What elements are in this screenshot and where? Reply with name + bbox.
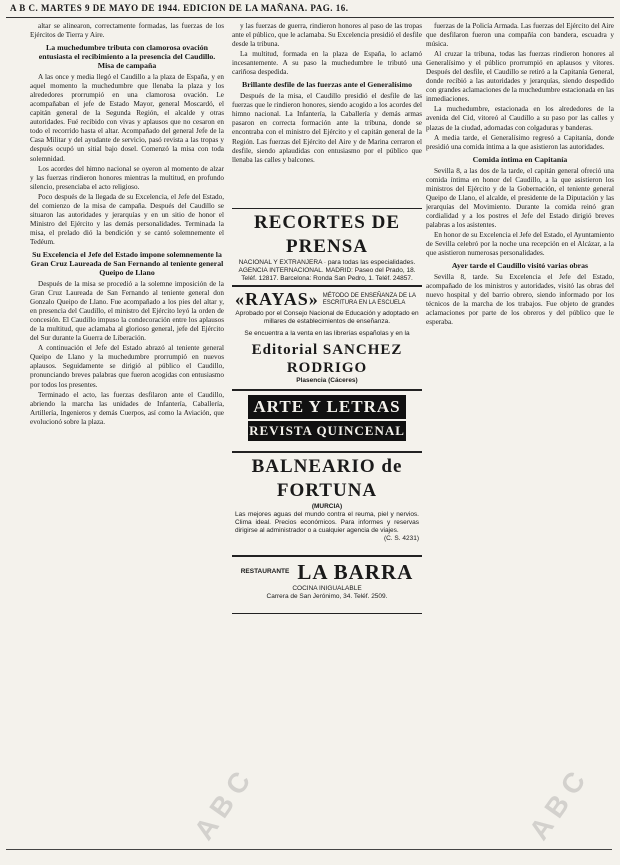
ad-subtitle: REVISTA QUINCENAL (248, 421, 406, 441)
ad-body: MÉTODO DE ENSEÑANZA DE LA ESCRITURA EN LA ESCUELA (322, 292, 416, 306)
ad-recortes (232, 208, 422, 286)
paragraph: Terminado el acto, las fuerzas desfilaron ante el Caudillo, abriendo la marcha las unidades de Infantería, Caballería, Artillería, Ingenieros y demás Cuerpos, así como la Aviación, que evolucionó sobre la plaza. (30, 390, 224, 426)
headline-misa: La muchedumbre tributa con clamorosa ovación entusiasta el recibimiento a la presencia del Caudillo. Misa de campaña (38, 43, 216, 71)
paragraph: A las once y media llegó el Caudillo a la plaza de España, y en aquel momento la muchedumbre que llenaba la plaza y los alrededores prorrumpió en una clamorosa ovación. Le acompañaban el jefe de Estado Mayor, general Moscardó, el capitán general de la Segunda Región, el alcalde y otras autoridades. Fué recibido con vivas y aplausos que no cesaron en todo el recorrido hasta el altar. Acompañado del general Jefe de la Casa Militar y del ayudante de servicio, pasó revista a las tropas y después ocupó un sitial bajo dosel. Comenzó la misa con toda solemnidad. (30, 73, 224, 163)
ad-address: Carrera de San Jerónimo, 34. Teléf. 2509. (266, 593, 388, 600)
column-middle (232, 22, 422, 204)
paragraph: y las fuerzas de guerra, rindieron honores al paso de las tropas ante el público, que le aclamaba. Su Excelencia presidió el desfile desde la tribuna. (232, 22, 422, 49)
paragraph: Poco después de la llegada de su Excelencia, el Jefe del Estado, del comienzo de la misa de campaña. Después del Caudillo se situaron las autoridades y jerarquías y en un sitio de honor el Ministro del Ejército y las demás personalidades. Terminada la misa, el prelado dió la bendición y se cantó solemnemente el Tedéum. (30, 192, 224, 246)
header-rule (6, 17, 614, 18)
abc-watermark: A B C (522, 766, 592, 846)
ad-rayas (232, 286, 422, 390)
paragraph: A media tarde, el Generalísimo regresó a Capitanía, donde presidió una comida íntima a la que asistieron las autoridades. (426, 133, 614, 151)
paragraph: Sevilla 8, tarde. Su Excelencia el Jefe del Estado, acompañado de los ministros y autoridades, visitó las obras del nuevo hospital y del barrio obrero, siendo informado por los técnicos de la marcha de los trabajos. Fue objeto de grandes aclamaciones por parte de los obreros y del público que le esperaba. (426, 273, 614, 327)
paragraph: La multitud, formada en la plaza de España, lo aclamó incesantemente. A su paso la muchedumbre le tributó una cariñosa despedida. (232, 50, 422, 77)
ad-rayas-row (235, 289, 419, 310)
ad-body: Las mejores aguas del mundo contra el reuma, piel y nervios. Clima ideal. Precios económicos. Para informes y reservas dirigirse al administrador o a cualquier agencia de viajes. (235, 511, 419, 534)
paragraph: Los acordes del himno nacional se oyeron al momento de alzar y las fuerzas rindieron honores mientras la multitud, en profundo silencio, presenciaba el acto religioso. (30, 164, 224, 191)
paragraph: Después de la misa se procedió a la solemne imposición de la Gran Cruz Laureada de San Fernando al teniente general don Gonzalo Queipo de Llano. Fue acompañado a los pies del altar y, en presencia del Caudillo, el ministro del Ejército leyó la orden de concesión. El Caudillo impuso la condecoración entre los aplausos de la multitud, que aclamaba al glorioso general, jefe del Ejército del Sur durante la Guerra de Liberación. (30, 279, 224, 343)
ad-title: BALNEARIO de FORTUNA (251, 456, 403, 501)
column-left (30, 22, 224, 842)
ad-body: NACIONAL Y EXTRANJERA · para todas las especialidades. AGENCIA INTERNACIONAL. MADRID: Paseo del Prado, 18. Teléf. 12817. Barcelona: Ronda San Pedro, 1. Teléf. 24857. (238, 259, 416, 282)
ad-title: LA BARRA (297, 560, 414, 584)
page-footer (6, 849, 612, 862)
ad-place: (MURCIA) (311, 503, 343, 510)
ad-note: Aprobado por el Consejo Nacional de Educación y adoptado en millares de establecimientos de enseñanza. (235, 310, 419, 325)
ad-sign: (C. S. 4231) (383, 535, 419, 542)
paragraph: Al cruzar la tribuna, todas las fuerzas rindieron honores al Generalísimo y el público prorrumpió en aplausos y vítores. Después del desfile, el Caudillo se retiró a la Capitanía General, donde recibió a las autoridades y jerarquías, siendo despedido con grandes aclamaciones de la muchedumbre estacionada en las inmediaciones. (426, 50, 614, 104)
abc-watermark: A B C (187, 766, 257, 846)
ad-arte-letras (232, 390, 422, 452)
paragraph: En honor de su Excelencia el Jefe del Estado, el Ayuntamiento de Sevilla celebró por la noche una recepción en el Alcázar, a la que asistieron numerosas personalidades. (426, 230, 614, 258)
ad-subtitle: COCINA INIGUALABLE (292, 585, 362, 592)
paragraph: La muchedumbre, estacionada en los alrededores de la avenida del Cid, vitoreó al Caudillo a su paso por las calles y plazas de la ciudad, adornadas con colgaduras y banderas. (426, 105, 614, 132)
ad-title: ARTE Y LETRAS (248, 395, 406, 419)
ad-la-barra (232, 556, 422, 614)
ad-title: «RAYAS» (235, 289, 319, 309)
headline-obras: Ayer tarde el Caudillo visitó varias obras (451, 261, 589, 271)
ad-sale: Se encuentra a la venta en las librerías españolas y en la (244, 330, 410, 337)
headline-comida: Comida íntima en Capitanía (472, 154, 568, 164)
paragraph: fuerzas de la Policía Armada. Las fuerzas del Ejército del Aire que desfilaron fueron una compañía con bandera, escuadra y música. (426, 22, 614, 49)
page-header: A B C. MARTES 9 DE MAYO DE 1944. EDICION DE LA MAÑANA. PAG. 16. (10, 3, 349, 13)
ad-balneario (232, 452, 422, 556)
paragraph: Después de la misa, el Caudillo presidió el desfile de las fuerzas que le rindieron honores, siendo acogido a los acordes del himno nacional. La Infantería, la Caballería y demás armas pasaron en correcta formación ante la tribuna, donde se encontraba con el ministro del Ejército y el capitán general de la Región. Las fuerzas del Ejército del Aire y de Marina cerraron el desfile, siendo aplaudidas con entusiasmo por el público que llenaba las calles y balcones. (232, 92, 422, 164)
ad-row (235, 559, 419, 585)
column-right (426, 22, 614, 842)
ad-label: RESTAURANTE (240, 568, 290, 575)
headline-laureada: Su Excelencia el Jefe del Estado impone solemnemente la Gran Cruz Laureada de San Fernando al teniente general Queipo de Llano (30, 249, 224, 277)
ad-editorial: Editorial SANCHEZ RODRIGO (251, 342, 403, 376)
paragraph: A continuación el Jefe del Estado abrazó al teniente general Queipo de Llano y la muchedumbre prorrumpió en nuevos aplausos. Seguidamente se dirigió al público el Caudillo, pronunciando breves palabras que fueron acogidas con entusiasmo por todos los presentes. (30, 344, 224, 389)
intro-paragraph: altar se alinearon, correctamente formadas, las fuerzas de los Ejércitos de Tierra y Aire. (30, 22, 224, 40)
ad-editorial-city: Plasencia (Cáceres) (296, 377, 358, 384)
ad-title: RECORTES DE PRENSA (253, 212, 400, 257)
paragraph: Sevilla 8, a las dos de la tarde, el capitán general ofreció una comida íntima en honor del Caudillo, a la que asistieron los ministros del Ejército y de la Gobernación, el teniente general Queipo de Llano, el alcalde, el presidente de la Diputación y las jerarquías del Movimiento. Durante la comida reinó gran cordialidad y a los postres el Jefe del Estado dirigió breves palabras a los asistentes. (426, 166, 614, 229)
headline-desfile: Brillante desfile de las fuerzas ante el Generalísimo (242, 80, 412, 90)
advertisements (232, 208, 422, 848)
